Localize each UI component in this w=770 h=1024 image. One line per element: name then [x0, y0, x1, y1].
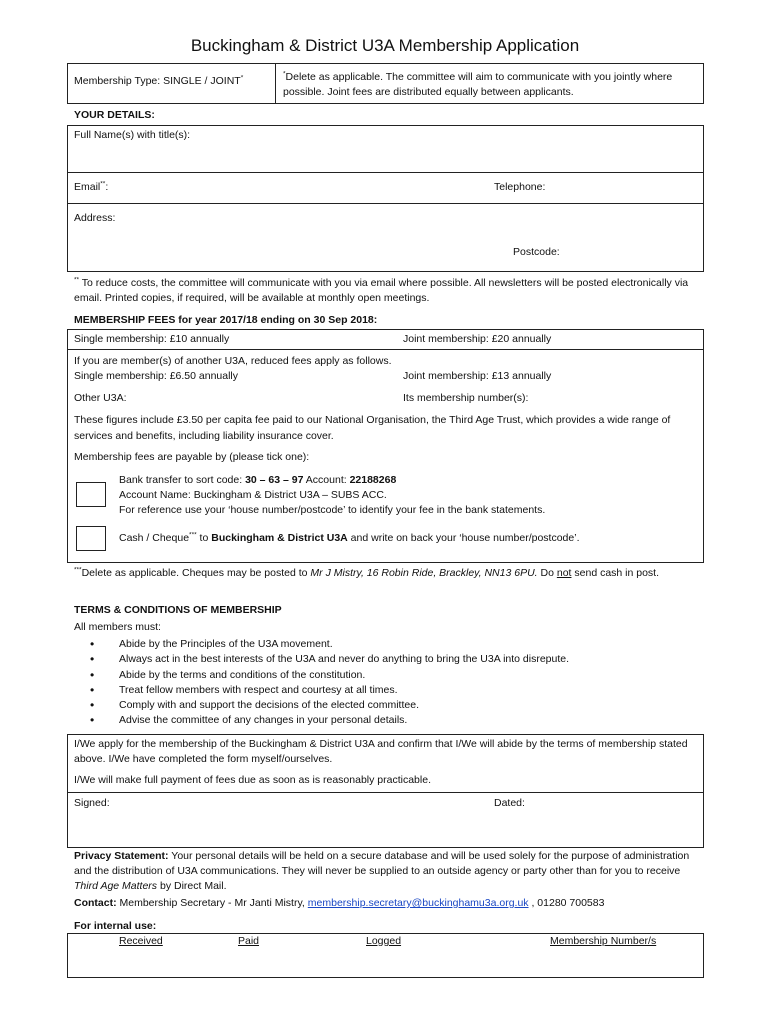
terms-item: • Advise the committee of any changes in your personal details.: [73, 713, 569, 728]
terms-list: [73, 637, 569, 729]
terms-heading: TERMS & CONDITIONS OF MEMBERSHIP: [74, 604, 282, 616]
reduced-joint: Joint membership: £13 annually: [403, 370, 552, 382]
privacy-statement: Privacy Statement: Your personal details will be held on a secure database and will be used solely for the purpose of administration and the distribution of U3A communications. They will never be supplied to an outside agency or party other than for you to receive Third Age Matters by Direct Mail.: [74, 850, 690, 892]
postcode-field[interactable]: Postcode:: [513, 246, 560, 258]
details-divider-1: [67, 172, 704, 173]
bank-transfer-checkbox[interactable]: [76, 482, 106, 507]
contact-line: Contact: Membership Secretary - Mr Janti Mistry, membership.secretary@buckinghamu3a.org.uk , 01280 700583: [74, 897, 605, 909]
membership-secretary-email-link[interactable]: membership.secretary@buckinghamu3a.org.uk: [307, 897, 529, 909]
declaration-apply: I/We apply for the membership of the Buckingham & District U3A and confirm that I/We will abide by the terms of membership stated above. I/We have completed the form myself/ourselves.: [74, 738, 688, 765]
your-details-box: [67, 125, 704, 272]
declaration-payment: I/We will make full payment of fees due as soon as is reasonably practicable.: [74, 774, 431, 786]
internal-membership-number: Membership Number/s: [550, 935, 657, 947]
email-field[interactable]: Email**:: [74, 180, 109, 193]
fees-divider: [67, 349, 704, 350]
fee-single: Single membership: £10 annually: [74, 333, 230, 345]
bank-reference: For reference use your ‘house number/postcode’ to identify your fee in the bank statements.: [119, 504, 546, 516]
full-name-field[interactable]: Full Name(s) with title(s):: [74, 129, 191, 141]
telephone-field[interactable]: Telephone:: [494, 181, 546, 193]
fees-heading: MEMBERSHIP FEES for year 2017/18 ending on 30 Sep 2018:: [74, 314, 378, 326]
details-divider-2: [67, 203, 704, 204]
membership-type-divider: [275, 63, 276, 104]
signed-field[interactable]: Signed:: [74, 797, 110, 809]
payable-text: Membership fees are payable by (please tick one):: [74, 451, 310, 463]
bank-transfer-details: [119, 473, 545, 518]
bank-account-name: Account Name: Buckingham & District U3A – SUBS ACC.: [119, 489, 387, 501]
internal-logged: Logged: [366, 935, 402, 947]
declaration-divider: [67, 792, 704, 793]
reduced-single: Single membership: £6.50 annually: [74, 370, 239, 382]
internal-received: Received: [119, 935, 163, 947]
reduced-intro: If you are member(s) of another U3A, reduced fees apply as follows.: [74, 355, 392, 367]
other-u3a-field[interactable]: Other U3A:: [74, 392, 127, 404]
cash-cheque-option: Cash / Cheque*** to Buckingham & District U3A and write on back your ‘house number/postcode’.: [119, 531, 580, 544]
terms-item: • Comply with and support the decisions of the elected committee.: [73, 698, 569, 713]
capita-text: These figures include £3.50 per capita fee paid to our National Organisation, the Third Age Trust, which provides a wide range of services and benefits, including liability insurance cover.: [74, 414, 671, 442]
membership-type-field[interactable]: [74, 75, 243, 87]
internal-paid: Paid: [238, 935, 260, 947]
terms-item: • Abide by the terms and conditions of the constitution.: [73, 668, 569, 683]
terms-item: • Always act in the best interests of the U3A and never do anything to bring the U3A into disrepute.: [73, 652, 569, 667]
address-field[interactable]: Address:: [74, 212, 116, 224]
membership-type-mark: *: [240, 74, 244, 82]
membership-type-label: Membership Type: SINGLE / JOINT: [74, 75, 241, 87]
terms-item: • Treat fellow members with respect and courtesy at all times.: [73, 683, 569, 698]
its-membership-number-field[interactable]: Its membership number(s):: [403, 392, 529, 404]
cheque-note: ***Delete as applicable. Cheques may be posted to Mr J Mistry, 16 Robin Ride, Brackley, NN13 6PU. Do not send cash in post.: [74, 566, 660, 579]
internal-use-heading: For internal use:: [74, 920, 157, 932]
your-details-heading: YOUR DETAILS:: [74, 109, 155, 121]
bank-sort-code-line: Bank transfer to sort code: 30 – 63 – 97 Account: 22188268: [119, 474, 397, 486]
fee-joint: Joint membership: £20 annually: [403, 333, 552, 345]
dated-field[interactable]: Dated:: [494, 797, 525, 809]
email-note: ** To reduce costs, the committee will communicate with you via email where possible. All newsletters will be posted electronically via email. Printed copies, if required, will be available at monthly open meetings.: [74, 276, 689, 304]
membership-type-note: *Delete as applicable. The committee will aim to communicate with you jointly where possible. Joint fees are distributed equally between applicants.: [283, 70, 673, 98]
page-title: Buckingham & District U3A Membership Application: [190, 36, 580, 55]
terms-intro: All members must:: [74, 621, 161, 633]
terms-item: • Abide by the Principles of the U3A movement.: [73, 637, 569, 652]
cash-cheque-checkbox[interactable]: [76, 526, 106, 551]
